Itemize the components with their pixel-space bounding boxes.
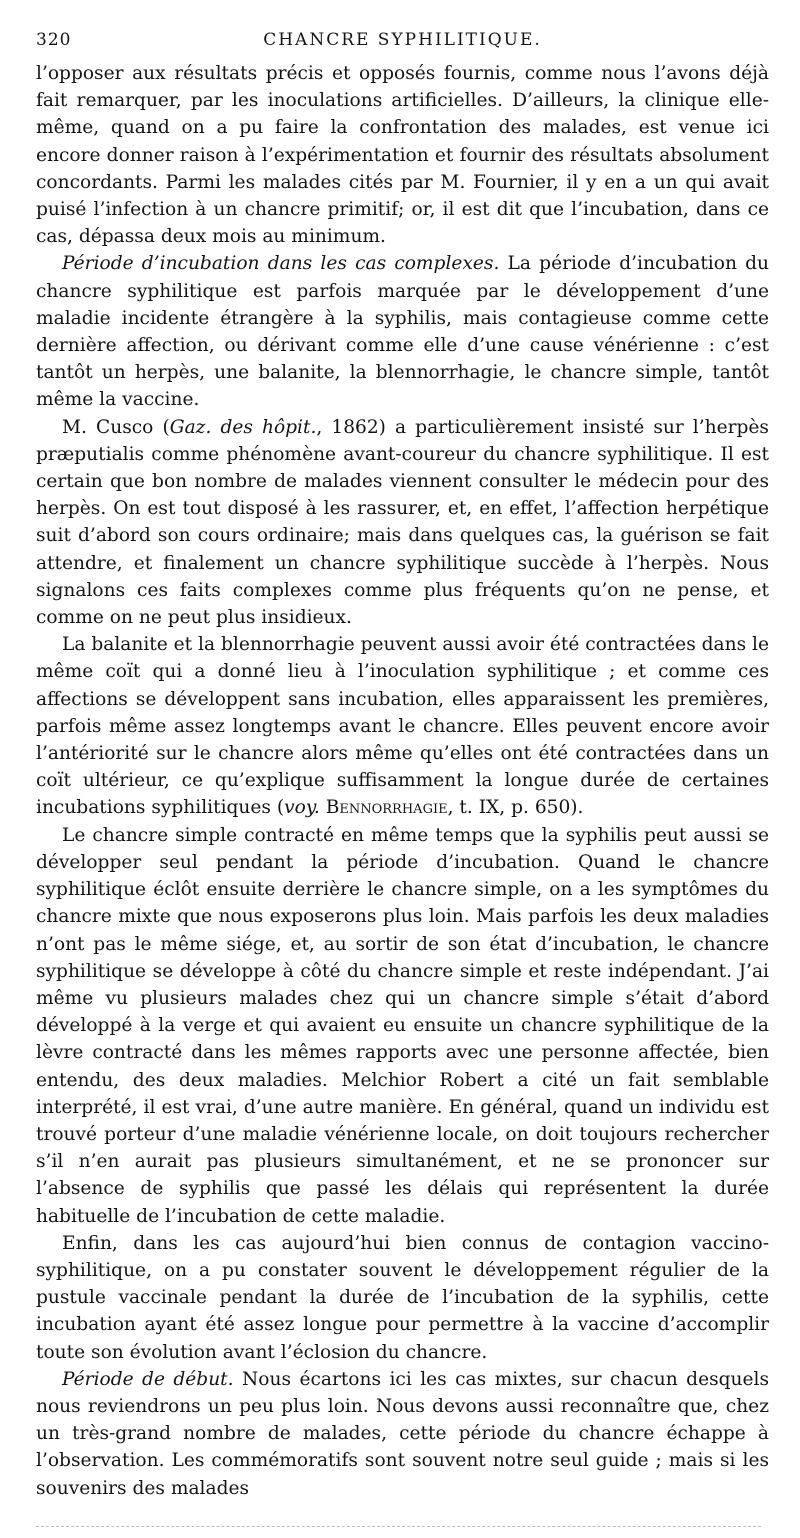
page-number: 320 (36, 30, 72, 50)
paragraph-text: , 1862) a particulièrement insisté sur l’herpès præputialis comme phénomène avant-coureur du chancre syphilitique. Il est certain que bon nombre de malades viennent consulter le médecin pour des herpès. On est tout disposé à les rassurer, et, en effet, l’affection herpétique suit d’abord son cours ordinaire; mais dans quelques cas, la guérison se fait attendre, et finalement un chancre syphilitique succède à l’herpès. Nous signalons ces faits complexes comme plus fréquents qu’on ne pense, et comme on ne peut plus insidieux. (36, 416, 769, 629)
book-page (36, 30, 769, 1502)
citation-journal: Gaz. des hôpit. (169, 416, 317, 438)
paragraph-text: , t. IX, p. 650). (447, 797, 584, 819)
cross-reference-entry: Bennorrhagie (325, 797, 448, 819)
cross-reference-voy: voy. (284, 797, 320, 819)
section-lead: Période de début. (62, 1368, 234, 1390)
paragraph-continued (36, 60, 769, 250)
paragraph-text: l’opposer aux résultats précis et opposés fournis, comme nous l’avons déjà fait remarquer, par les inoculations artificielles. D’ailleurs, la clinique elle-même, quand on a pu faire la confrontation des malades, est venue ici encore donner raison à l’expérimentation et fournir des résultats absolument concordants. Parmi les malades cités par M. Fournier, il y en a un qui avait puisé l’infection à un chancre primitif; or, il est dit que l’incubation, dans ce cas, dépassa deux mois au minimum. (36, 63, 769, 248)
section-lead: Période d’incubation dans les cas complexes. (62, 253, 500, 275)
paragraph-cusco (36, 414, 769, 632)
paragraph-chancre-simple (36, 822, 769, 1230)
paragraph-text: M. Cusco ( (62, 416, 170, 438)
body-text (36, 60, 769, 1502)
paragraph-text: Le chancre simple contracté en même temps que la syphilis peut aussi se développer seul pendant la période d’incubation. Quand le chancre syphilitique éclôt ensuite derrière le chancre simple, on a les symptômes du chancre mixte que nous exposerons plus loin. Mais parfois les deux maladies n’ont pas le même siége, et, au sortir de son état d’incubation, le chancre syphilitique se développe à côté du chancre simple et reste indépendant. J’ai même vu plusieurs malades chez qui un chancre simple s’était d’abord développé à la verge et qui avaient eu ensuite un chancre syphilitique de la lèvre contracté dans les mêmes rapports avec une personne affectée, bien entendu, des deux maladies. Melchior Robert a cité un fait semblable interprété, il est vrai, d’une autre manière. En général, quand un individu est trouvé porteur d’une maladie vénérienne locale, on doit toujours rechercher s’il n’en aurait pas plusieurs simultanément, et ne se prononcer sur l’absence de syphilis que passé les délais qui représentent la durée habituelle de l’incubation de cette maladie. (36, 824, 769, 1227)
paragraph-text: La période d’incubation du chancre syphilitique est parfois marquée par le développement d’une maladie incidente étrangère à la syphilis, mais contagieuse comme cette dernière affection, ou dérivant comme elle d’une cause vénérienne : c’est tantôt un herpès, une balanite, la blennorrhagie, le chancre simple, tantôt même la vaccine. (36, 253, 769, 411)
running-title: CHANCRE SYPHILITIQUE. (263, 30, 542, 50)
paragraph-vaccine (36, 1230, 769, 1366)
paragraph-text: Nous écartons ici les cas mixtes, sur chacun desquels nous reviendrons un peu plus loin. Nous devons aussi reconnaître que, chez un très-grand nombre de malades, cette période du chancre échappe à l’observation. Les commémoratifs sont souvent notre seul guide ; mais si les souvenirs des malades (36, 1368, 769, 1499)
paragraph-balanite (36, 631, 769, 821)
paragraph-text: Enfin, dans les cas aujourd’hui bien connus de contagion vaccino-syphilitique, on a pu constater souvent le développement régulier de la pustule vaccinale pendant la durée de l’incubation de la syphilis, cette incubation ayant été assez longue pour permettre à la vaccine d’accomplir toute son évolution avant l’éclosion du chancre. (36, 1232, 769, 1363)
paragraph-incubation-complex (36, 250, 769, 413)
paragraph-periode-debut (36, 1366, 769, 1502)
running-head (36, 30, 769, 60)
footer-rule (36, 1526, 761, 1527)
paragraph-text: La balanite et la blennorrhagie peuvent aussi avoir été contractées dans le même coït qui a donné lieu à l’inoculation syphilitique ; et comme ces affections se développent sans incubation, elles apparaissent les premières, parfois même assez longtemps avant le chancre. Elles peuvent encore avoir l’antériorité sur le chancre alors même qu’elles ont été contractées dans un coït ultérieur, ce qu’explique suffisamment la longue durée de certaines incubations syphilitiques ( (36, 634, 770, 819)
